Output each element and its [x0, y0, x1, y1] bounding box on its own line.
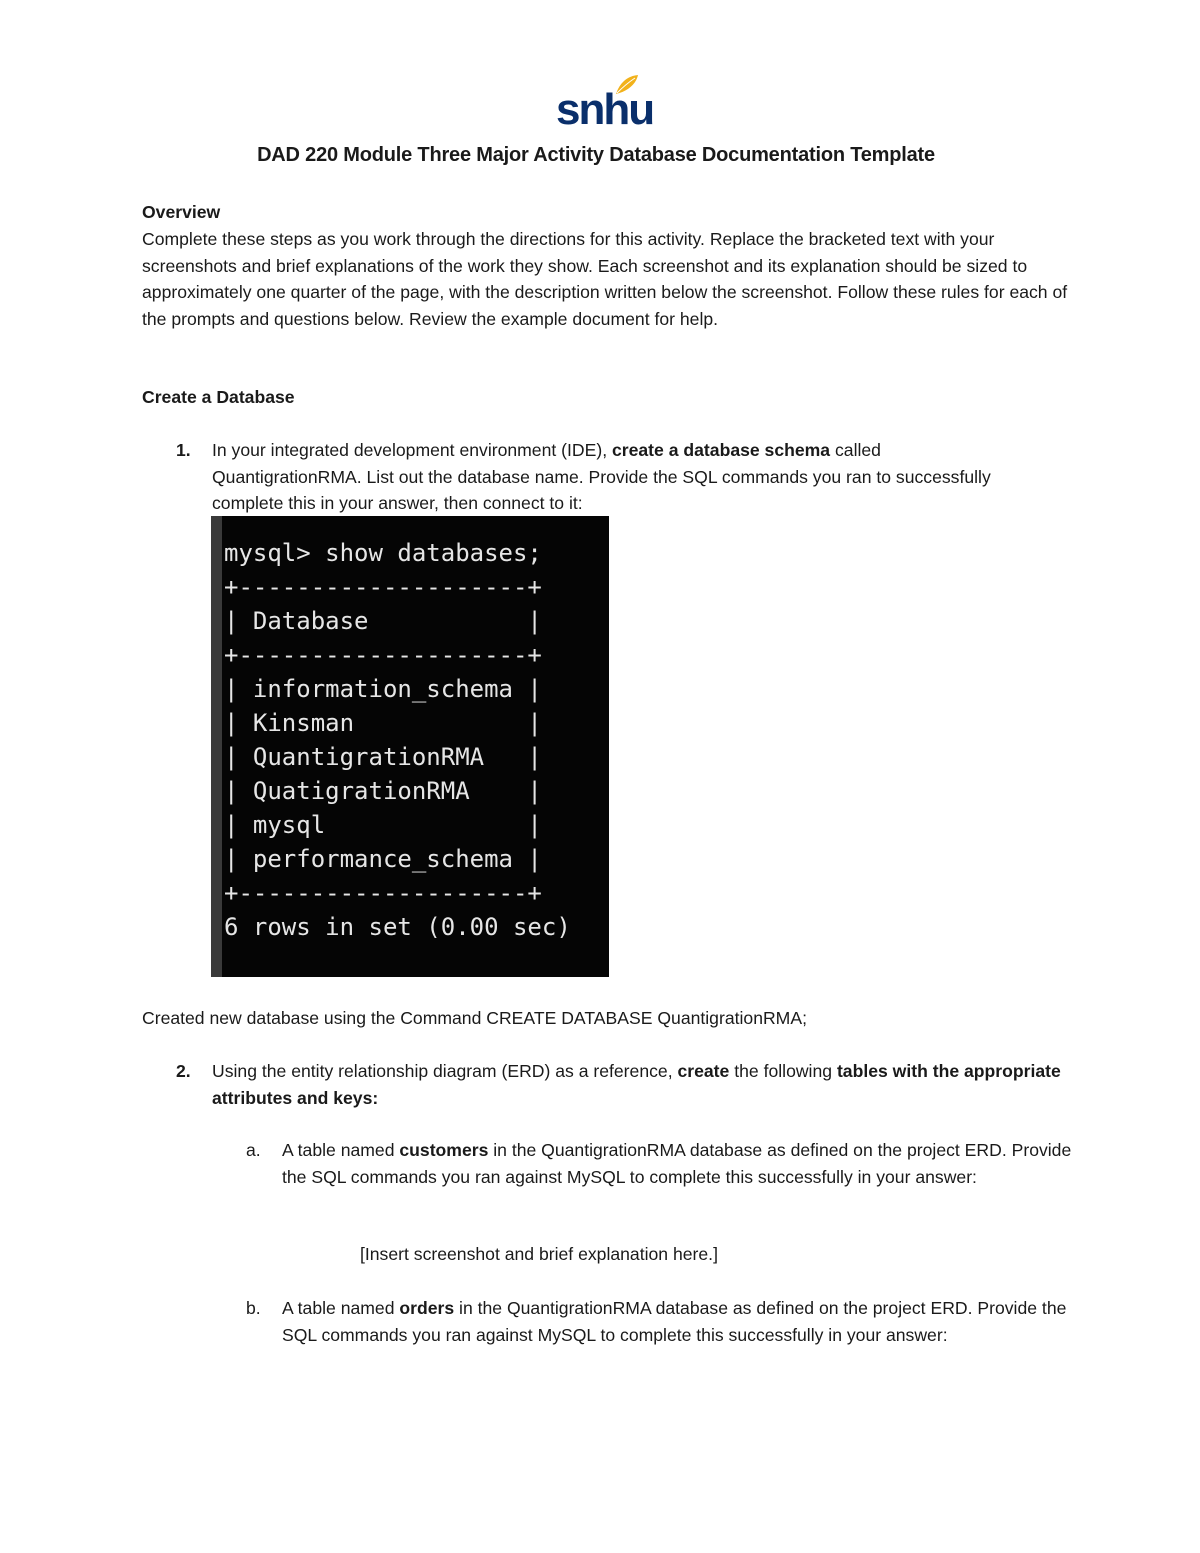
item-a-text-part: in the QuantigrationRMA database as defined on the project ERD. Provide the SQL commands you ran against MySQL to complete this successfully in your answer:	[282, 1140, 1072, 1187]
overview-heading: Overview	[142, 202, 221, 222]
terminal-line: +--------------------+	[224, 879, 542, 907]
terminal-line: | performance_schema |	[224, 845, 542, 873]
terminal-line: | information_schema |	[224, 675, 542, 703]
item-1-text-part: In your integrated development environment (IDE),	[212, 440, 612, 460]
terminal-line: | Database |	[224, 607, 542, 635]
insert-screenshot-placeholder: [Insert screenshot and brief explanation here.]	[360, 1244, 718, 1264]
item-b-text-part: in the QuantigrationRMA database as defined on the project ERD. Provide the SQL commands you ran against MySQL to complete this successfully in your answer:	[282, 1298, 1067, 1345]
terminal-line: | Kinsman |	[224, 709, 542, 737]
terminal-line: +--------------------+	[224, 641, 542, 669]
item-b-letter: b.	[246, 1298, 261, 1318]
item-b-bold-part: orders	[399, 1298, 455, 1318]
item-2-text	[212, 1058, 1072, 1111]
item-1-text	[212, 437, 1002, 517]
item-2-bold-part: tables with the appropriate attributes and keys:	[212, 1061, 1061, 1108]
item-a-bold-part: customers	[399, 1140, 489, 1160]
item-1-bold-part: create a database schema	[611, 440, 831, 460]
overview-body: Complete these steps as you work through the directions for this activity. Replace the bracketed text with your screenshots and brief explanations of the work they show. Each screenshot and its explanation should be sized to approximately one quarter of the page, with the description written below the screenshot. Follow these rules for each of the prompts and questions below. Review the example document for help.	[142, 229, 1068, 329]
document-title: DAD 220 Module Three Major Activity Database Documentation Template	[257, 144, 935, 166]
item-1-text-part: called QuantigrationRMA. List out the database name. Provide the SQL commands you ran to successfully complete this in your answer, then connect to it:	[212, 440, 991, 513]
snhu-logo	[556, 74, 654, 134]
terminal-line: | mysql |	[224, 811, 542, 839]
item-2-text-part: Using the entity relationship diagram (ERD) as a reference,	[212, 1061, 678, 1081]
item-a-text	[282, 1137, 1072, 1190]
item-2-bold-part: create	[677, 1061, 730, 1081]
create-database-heading: Create a Database	[142, 387, 295, 407]
item-a-text-part: A table named	[282, 1140, 400, 1160]
terminal-line: | QuantigrationRMA |	[224, 743, 542, 771]
item-a-letter: a.	[246, 1140, 261, 1160]
item-2-text-part: the following	[729, 1061, 837, 1081]
terminal-line: | QuatigrationRMA |	[224, 777, 542, 805]
item-1-number: 1.	[176, 440, 191, 460]
terminal-line: +--------------------+	[224, 573, 542, 601]
item-b-text	[282, 1295, 1082, 1348]
terminal-line: 6 rows in set (0.00 sec)	[224, 913, 571, 941]
item-b-text-part: A table named	[282, 1298, 400, 1318]
item-2-number: 2.	[176, 1061, 191, 1081]
leaf-icon	[614, 74, 640, 96]
logo-wordmark: snhu	[556, 85, 654, 134]
terminal-line: mysql> show databases;	[224, 539, 542, 567]
screenshot-caption: Created new database using the Command CREATE DATABASE QuantigrationRMA;	[142, 1008, 807, 1028]
terminal-screenshot	[211, 516, 609, 977]
